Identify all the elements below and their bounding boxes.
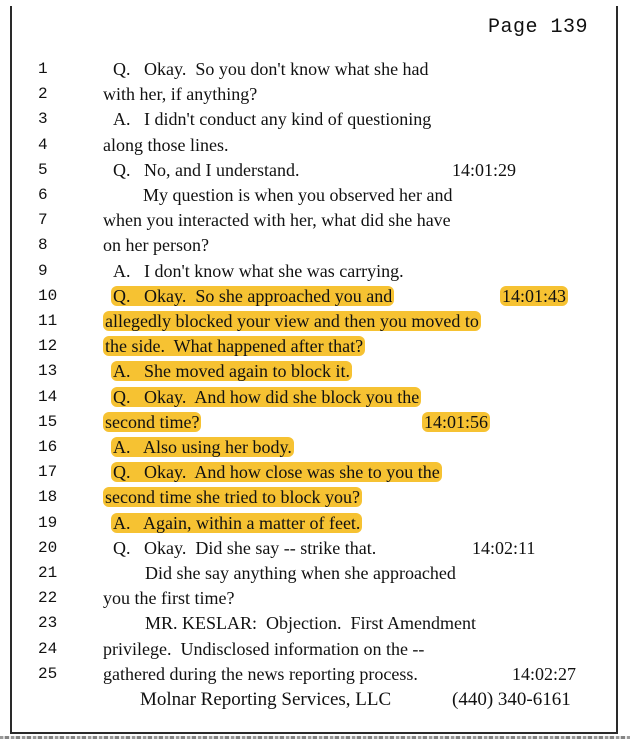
highlighted-text: the side. What happened after that? (105, 336, 364, 357)
transcript-line-text (103, 411, 201, 433)
transcript-line-text (103, 587, 234, 609)
footer-phone: (440) 340-6161 (452, 689, 571, 710)
page-number: Page 139 (488, 16, 589, 39)
timestamp-text: 14:02:27 (512, 663, 577, 684)
line-text: you the first time? (103, 588, 235, 609)
scan-edge-artifact (0, 736, 630, 739)
line-number: 6 (38, 186, 48, 204)
transcript-line-text (145, 562, 456, 584)
line-text: gathered during the news reporting process. (103, 663, 418, 684)
transcript-line-text (103, 663, 418, 685)
line-text: on her person? (103, 235, 209, 256)
highlighted-text: second time? (105, 411, 200, 432)
timestamp (452, 159, 516, 181)
line-text: My question is when you observed her and (143, 185, 453, 205)
transcript-line-text (145, 612, 476, 634)
transcript-line-text (111, 285, 394, 307)
line-number: 14 (38, 387, 58, 406)
transcript-line-text (111, 512, 362, 534)
transcript-line-text (111, 436, 294, 458)
line-number: 4 (38, 135, 48, 154)
transcript-line-text (103, 134, 228, 156)
line-text: when you interacted with her, what did she have (103, 210, 451, 231)
line-number: 24 (38, 639, 58, 658)
transcript-line-text (111, 386, 421, 408)
footer-company: Molnar Reporting Services, LLC (140, 689, 392, 710)
timestamp-text: 14:01:29 (452, 159, 517, 180)
line-number: 2 (38, 85, 48, 104)
highlighted-text: A. Again, within a matter of feet. (113, 512, 361, 533)
highlighted-text: Q. Okay. And how did she block you the (113, 386, 420, 407)
line-number: 18 (38, 488, 58, 507)
transcript-line-text (103, 486, 362, 508)
transcript-line-text (103, 335, 365, 357)
line-text: A. I don't know what she was carrying. (113, 260, 404, 281)
line-number: 13 (38, 362, 58, 381)
line-number: 22 (38, 589, 58, 608)
line-number: 8 (38, 236, 48, 255)
line-number: 19 (38, 513, 58, 532)
line-number: 7 (38, 211, 48, 230)
highlighted-text: allegedly blocked your view and then you moved to (105, 311, 479, 331)
line-text: with her, if anything? (103, 84, 258, 105)
line-text: Did she say anything when she approached (145, 563, 456, 583)
timestamp-text: 14:01:56 (424, 411, 489, 432)
line-number: 1 (38, 60, 48, 78)
timestamp (472, 537, 535, 559)
timestamp (512, 663, 576, 685)
transcript-line-text (113, 159, 299, 181)
transcript-line-text (111, 461, 442, 483)
timestamp (422, 411, 490, 433)
line-text: Q. No, and I understand. (113, 159, 300, 180)
line-number: 16 (38, 438, 58, 456)
line-number: 11 (38, 312, 58, 330)
timestamp (500, 285, 568, 307)
highlighted-text: second time she tried to block you? (105, 487, 360, 508)
transcript-line-text (113, 58, 429, 80)
transcript-line-text (103, 234, 209, 256)
line-number: 9 (38, 261, 48, 280)
transcript-line-text (103, 638, 424, 660)
line-number: 21 (38, 564, 58, 582)
transcript-line-text (143, 184, 452, 206)
line-number: 10 (38, 286, 58, 305)
line-number: 3 (38, 110, 48, 129)
transcript-line-text (113, 260, 404, 282)
line-number: 17 (38, 463, 58, 482)
timestamp-text: 14:02:11 (472, 537, 536, 558)
line-text: Q. Okay. Did she say -- strike that. (113, 537, 377, 558)
line-text: along those lines. (103, 134, 229, 155)
line-number: 5 (38, 160, 48, 179)
highlighted-text: A. She moved again to block it. (113, 361, 350, 382)
transcript-line-text (103, 310, 481, 332)
transcript-line-text (113, 108, 431, 130)
transcript-line-text (111, 360, 352, 382)
line-text: MR. KESLAR: Objection. First Amendment (145, 613, 476, 634)
line-number: 12 (38, 337, 58, 356)
line-number: 20 (38, 538, 58, 557)
transcript-line-text (103, 209, 451, 231)
line-text: Q. Okay. So you don't know what she had (113, 59, 429, 79)
line-number: 15 (38, 412, 58, 431)
line-text: A. I didn't conduct any kind of questioning (113, 109, 432, 130)
line-number: 23 (38, 614, 58, 633)
highlighted-text: Q. Okay. And how close was she to you the (113, 462, 440, 483)
timestamp-text: 14:01:43 (502, 285, 567, 306)
highlighted-text: A. Also using her body. (113, 437, 292, 457)
transcript-line-text (113, 537, 376, 559)
highlighted-text: Q. Okay. So she approached you and (113, 285, 393, 306)
line-text: privilege. Undisclosed information on the -- (103, 638, 425, 659)
transcript-line-text (103, 83, 257, 105)
line-number: 25 (38, 664, 58, 683)
